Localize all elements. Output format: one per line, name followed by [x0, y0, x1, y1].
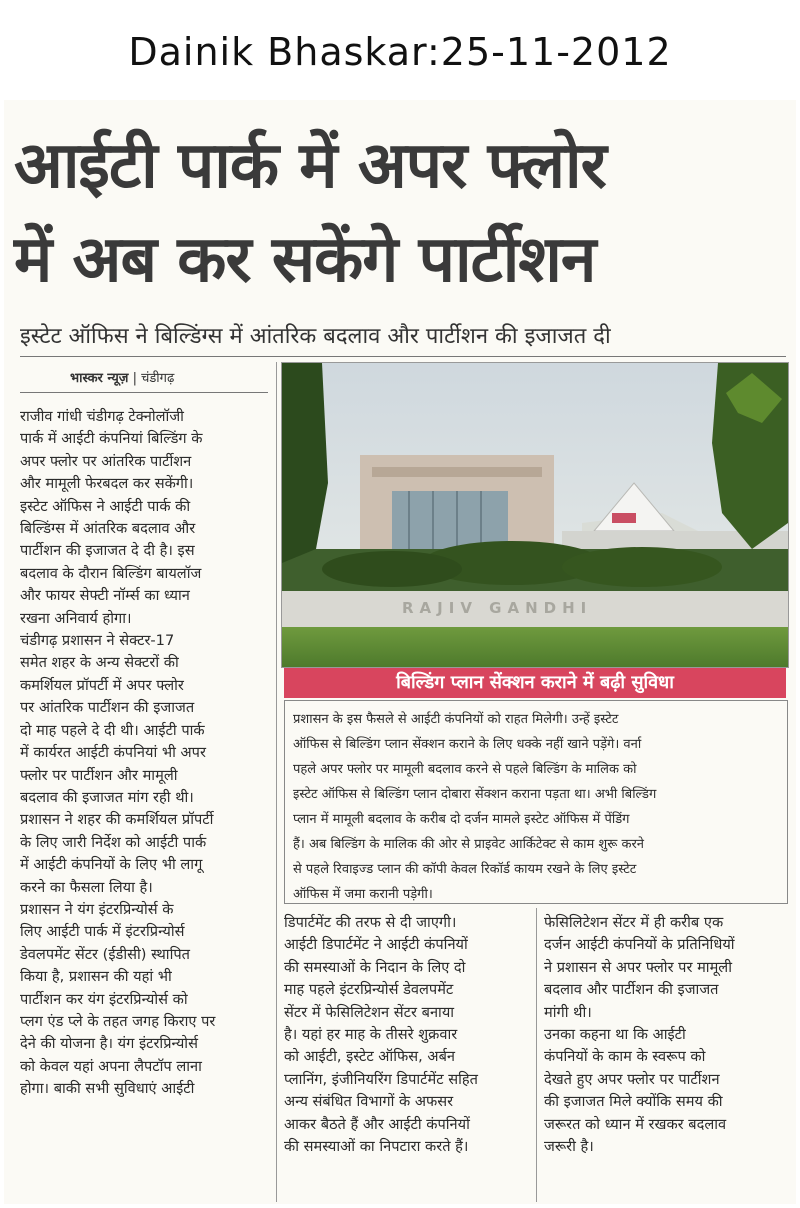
sidebar-subhead: बिल्डिंग प्लान सेंक्शन कराने में बढ़ी सुविधा	[284, 668, 786, 698]
column-divider-2	[536, 908, 537, 1202]
byline-agency: भास्कर न्यूज़	[70, 371, 129, 386]
photo-sign-text: RAJIV GANDHI	[402, 599, 593, 617]
sub-headline: इस्टेट ऑफिस ने बिल्डिंग्स में आंतरिक बदलाव और पार्टीशन की इजाजत दी	[20, 324, 611, 349]
clipping-title: Dainik Bhaskar:25-11-2012	[128, 30, 672, 74]
sidebar-box-text: प्रशासन के इस फैसले से आईटी कंपनियों को राहत मिलेगी। उन्हें इस्टेट ऑफिस से बिल्डिंग प्लान सेंक्शन कराने के लिए धक्के नहीं खाने पड़ेंगे। वर्ना पहले अपर फ्लोर पर मामूली बदलाव करने से पहले बिल्डिंग के मालिक को इस्टेट ऑफिस से बिल्डिंग प्लान दोबारा सेंक्शन कराना पड़ता था। अभी बिल्डिंग प्लान में मामूली बदलाव के करीब दो दर्जन मामले इस्टेट ऑफिस में पेंडिंग हैं। अब बिल्डिंग के मालिक की ओर से प्राइवेट आर्किटेक्ट से काम शुरू करने से पहले रिवाइज्ड प्लान की कॉपी केवल रिकॉर्ड कायम रखने के लिए इस्टेट ऑफिस में जमा करानी पड़ेगी।	[293, 712, 657, 902]
byline-separator: |	[132, 371, 142, 386]
headline-line-1: आईटी पार्क में अपर फ्लोर	[14, 129, 606, 203]
article-column-2: डिपार्टमेंट की तरफ से दी जाएगी। आईटी डिपार्टमेंट ने आईटी कंपनियों की समस्याओं के निदान के लिए दो माह पहले इंटरप्रिन्योर्स डेवलपमेंट सेंटर में फेसिलिटेशन सेंटर बनाया है। यहां हर माह के तीसरे शुक्रवार को आईटी, इस्टेट ऑफिस, अर्बन प्लानिंग, इंजीनियरिंग डिपार्टमेंट सहित अन्य संबंधित विभागों के अफसर आकर बैठते हैं और आईटी कंपनियों की समस्याओं का निपटारा करते हैं।	[284, 914, 478, 1156]
headline-line-2: में अब कर सकेंगे पार्टीशन	[14, 223, 596, 297]
byline	[70, 368, 174, 386]
byline-rule	[20, 392, 268, 393]
article-column-1: राजीव गांधी चंडीगढ़ टेक्नोलॉजी पार्क में आईटी कंपनियां बिल्डिंग के अपर फ्लोर पर आंतरिक पार्टीशन और मामूली फेरबदल कर सकेंगी। इस्टेट ऑफिस ने आईटी पार्क की बिल्डिंग्स में आंतरिक बदलाव और पार्टीशन की इजाजत दे दी है। इस बदलाव के दौरान बिल्डिंग बायलॉज और फायर सेफ्टी नॉर्म्स का ध्यान रखना अनिवार्य होगा। चंडीगढ़ प्रशासन ने सेक्टर-17 समेत शहर के अन्य सेक्टरों की कमर्शियल प्रॉपर्टी में अपर फ्लोर पर आंतरिक पार्टीशन की इजाजत दो माह पहले दे दी थी। आईटी पार्क में कार्यरत आईटी कंपनियां भी अपर फ्लोर पर पार्टीशन और मामूली बदलाव की इजाजत मांग रही थी। प्रशासन ने शहर की कमर्शियल प्रॉपर्टी के लिए जारी निर्देश को आईटी पार्क में आईटी कंपनियों के लिए भी लागू करने का फैसला लिया है। प्रशासन ने यंग इंटरप्रिन्योर्स के लिए आईटी पार्क में इंटरप्रिन्योर्स डेवलपमेंट सेंटर (ईडीसी) स्थापित किया है, प्रशासन की यहां भी पार्टीशन कर यंग इंटरप्रिन्योर्स को प्लग एंड प्ले के तहत जगह किराए पर देने की योजना है। यंग इंटरप्रिन्योर्स को केवल यहां अपना लैपटॉप लाना होगा। बाकी सभी सुविधाएं आईटी	[20, 408, 216, 1098]
byline-city: चंडीगढ़	[141, 371, 175, 386]
column-divider	[276, 362, 277, 1202]
it-park-photo	[281, 362, 789, 668]
article-column-3: फेसिलिटेशन सेंटर में ही करीब एक दर्जन आईटी कंपनियों के प्रतिनिधियों ने प्रशासन से अपर फ्लोर पर मामूली बदलाव और पार्टीशन की इजाजत मांगी थी। उनका कहना था कि आईटी कंपनियों के काम के स्वरूप को देखते हुए अपर फ्लोर पर पार्टीशन की इजाजत मिले क्योंकि समय की जरूरत को ध्यान में रखकर बदलाव जरूरी है।	[544, 914, 735, 1156]
it-park-building-image	[282, 363, 788, 667]
deck-rule	[20, 356, 786, 357]
sidebar-box	[284, 700, 788, 904]
